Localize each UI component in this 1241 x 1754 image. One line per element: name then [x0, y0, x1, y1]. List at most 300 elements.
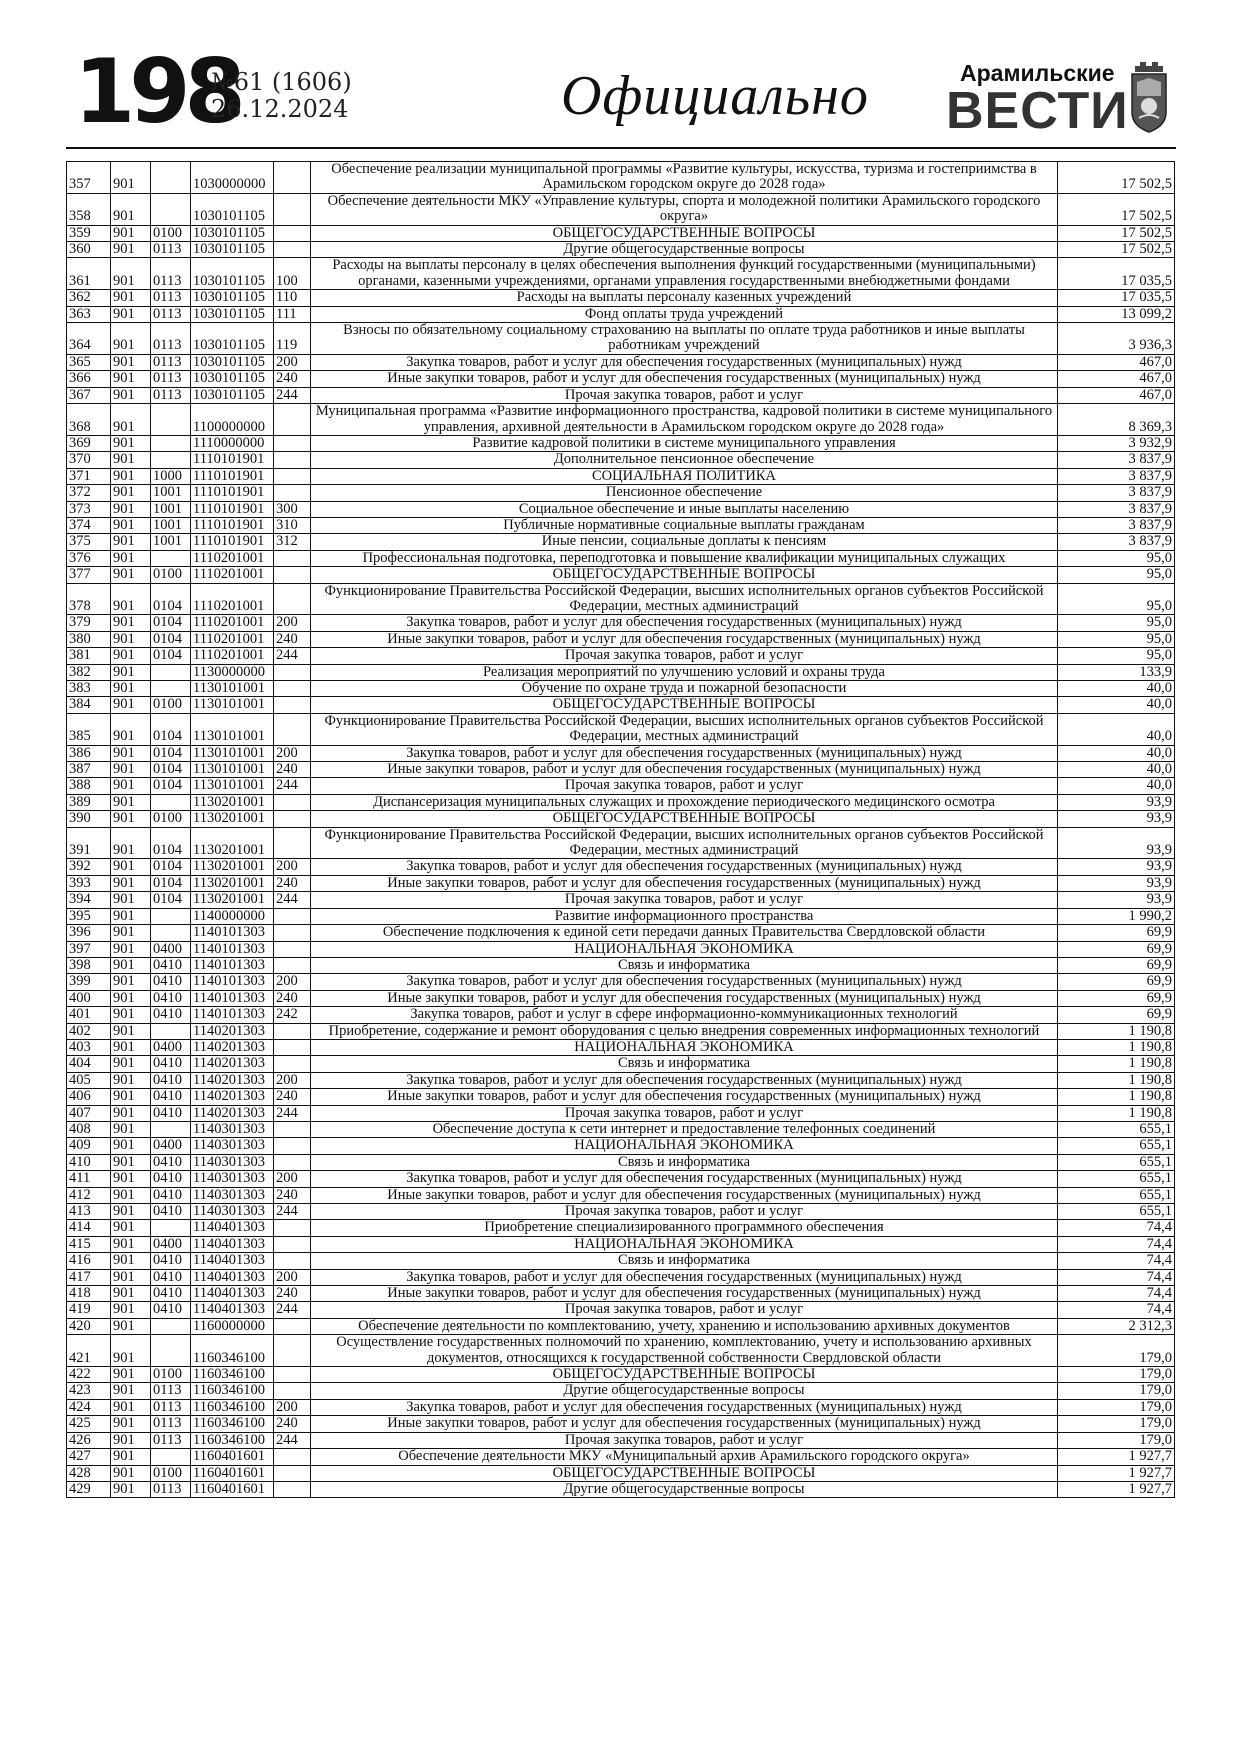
- item-name: Обеспечение деятельности МКУ «Управление культуры, спорта и молодежной политики Арамильского городского округа»: [311, 193, 1058, 225]
- expense-type: [274, 1481, 311, 1497]
- department-code: 901: [111, 1023, 151, 1039]
- amount: 1 190,8: [1058, 1039, 1175, 1055]
- table-row: [67, 534, 1175, 550]
- department-code: 901: [111, 697, 151, 713]
- amount: 95,0: [1058, 550, 1175, 566]
- row-number: 407: [67, 1105, 111, 1121]
- amount: 655,1: [1058, 1171, 1175, 1187]
- item-name: Иные закупки товаров, работ и услуг для обеспечения государственных (муниципальных) нужд: [311, 1286, 1058, 1302]
- item-name: Закупка товаров, работ и услуг для обеспечения государственных (муниципальных) нужд: [311, 1171, 1058, 1187]
- item-name: Обучение по охране труда и пожарной безопасности: [311, 681, 1058, 697]
- amount: 179,0: [1058, 1367, 1175, 1383]
- row-number: 376: [67, 550, 111, 566]
- amount: 3 837,9: [1058, 452, 1175, 468]
- amount: 655,1: [1058, 1121, 1175, 1137]
- section-code: 0113: [151, 242, 191, 258]
- table-row: [67, 485, 1175, 501]
- item-name: Закупка товаров, работ и услуг для обеспечения государственных (муниципальных) нужд: [311, 1269, 1058, 1285]
- expense-type: 100: [274, 258, 311, 290]
- table-row: [67, 1039, 1175, 1055]
- department-code: 901: [111, 290, 151, 306]
- section-code: [151, 1121, 191, 1137]
- section-code: 0400: [151, 941, 191, 957]
- amount: 74,4: [1058, 1286, 1175, 1302]
- table-row: [67, 387, 1175, 403]
- target-article: 1130000000: [191, 664, 274, 680]
- department-code: 901: [111, 631, 151, 647]
- row-number: 405: [67, 1072, 111, 1088]
- section-code: 0104: [151, 778, 191, 794]
- expense-type: [274, 242, 311, 258]
- table-row: [67, 1399, 1175, 1415]
- target-article: 1130101001: [191, 697, 274, 713]
- target-article: 1030101105: [191, 225, 274, 241]
- row-number: 410: [67, 1154, 111, 1170]
- page-number: 198: [74, 40, 240, 143]
- table-row: [67, 404, 1175, 436]
- row-number: 390: [67, 811, 111, 827]
- expense-type: 200: [274, 859, 311, 875]
- item-name: Другие общегосударственные вопросы: [311, 242, 1058, 258]
- target-article: 1110201001: [191, 583, 274, 615]
- amount: 74,4: [1058, 1253, 1175, 1269]
- row-number: 397: [67, 941, 111, 957]
- section-code: 0410: [151, 1269, 191, 1285]
- target-article: 1030101105: [191, 258, 274, 290]
- section-code: 0410: [151, 1007, 191, 1023]
- target-article: 1030101105: [191, 323, 274, 355]
- amount: 655,1: [1058, 1154, 1175, 1170]
- department-code: 901: [111, 306, 151, 322]
- section-code: 0410: [151, 1154, 191, 1170]
- item-name: Закупка товаров, работ и услуг для обеспечения государственных (муниципальных) нужд: [311, 354, 1058, 370]
- department-code: 901: [111, 1335, 151, 1367]
- target-article: 1160346100: [191, 1367, 274, 1383]
- department-code: 901: [111, 1072, 151, 1088]
- section-code: 0410: [151, 1253, 191, 1269]
- table-row: [67, 908, 1175, 924]
- table-row: [67, 1286, 1175, 1302]
- target-article: 1100000000: [191, 404, 274, 436]
- target-article: 1140301303: [191, 1204, 274, 1220]
- table-row: [67, 258, 1175, 290]
- amount: 95,0: [1058, 648, 1175, 664]
- table-row: [67, 1236, 1175, 1252]
- budget-table-body: [67, 162, 1175, 1498]
- table-row: [67, 827, 1175, 859]
- row-number: 372: [67, 485, 111, 501]
- amount: 3 837,9: [1058, 517, 1175, 533]
- section-code: 0104: [151, 892, 191, 908]
- table-row: [67, 1383, 1175, 1399]
- table-row: [67, 778, 1175, 794]
- amount: 69,9: [1058, 941, 1175, 957]
- target-article: 1160346100: [191, 1335, 274, 1367]
- amount: 2 312,3: [1058, 1318, 1175, 1334]
- item-name: Взносы по обязательному социальному страхованию на выплаты по оплате труда работников и иные выплаты работникам учреждений: [311, 323, 1058, 355]
- amount: 3 932,9: [1058, 435, 1175, 451]
- target-article: 1130101001: [191, 713, 274, 745]
- masthead-title: ВЕСТИ: [946, 82, 1129, 140]
- amount: 17 035,5: [1058, 258, 1175, 290]
- section-code: 1001: [151, 517, 191, 533]
- section-code: [151, 1023, 191, 1039]
- row-number: 359: [67, 225, 111, 241]
- target-article: 1030101105: [191, 242, 274, 258]
- item-name: Иные закупки товаров, работ и услуг для обеспечения государственных (муниципальных) нужд: [311, 1187, 1058, 1203]
- expense-type: [274, 435, 311, 451]
- table-row: [67, 242, 1175, 258]
- expense-type: 200: [274, 615, 311, 631]
- expense-type: [274, 567, 311, 583]
- row-number: 420: [67, 1318, 111, 1334]
- section-code: [151, 404, 191, 436]
- section-code: 0400: [151, 1039, 191, 1055]
- item-name: Закупка товаров, работ и услуг для обеспечения государственных (муниципальных) нужд: [311, 974, 1058, 990]
- department-code: 901: [111, 1432, 151, 1448]
- section-code: 0410: [151, 1187, 191, 1203]
- item-name: Расходы на выплаты персоналу казенных учреждений: [311, 290, 1058, 306]
- row-number: 380: [67, 631, 111, 647]
- row-number: 417: [67, 1269, 111, 1285]
- department-code: 901: [111, 875, 151, 891]
- department-code: 901: [111, 468, 151, 484]
- department-code: 901: [111, 1204, 151, 1220]
- item-name: Публичные нормативные социальные выплаты гражданам: [311, 517, 1058, 533]
- amount: 17 035,5: [1058, 290, 1175, 306]
- expense-type: 200: [274, 1399, 311, 1415]
- department-code: 901: [111, 1383, 151, 1399]
- item-name: Обеспечение деятельности МКУ «Муниципальный архив Арамильского городского округа»: [311, 1449, 1058, 1465]
- section-code: 0400: [151, 1236, 191, 1252]
- department-code: 901: [111, 1171, 151, 1187]
- table-row: [67, 517, 1175, 533]
- expense-type: [274, 957, 311, 973]
- masthead: [946, 60, 1129, 140]
- department-code: 901: [111, 713, 151, 745]
- item-name: НАЦИОНАЛЬНАЯ ЭКОНОМИКА: [311, 1236, 1058, 1252]
- amount: 1 190,8: [1058, 1105, 1175, 1121]
- department-code: 901: [111, 1187, 151, 1203]
- target-article: 1110101901: [191, 501, 274, 517]
- table-row: [67, 1481, 1175, 1497]
- amount: 93,9: [1058, 827, 1175, 859]
- row-number: 385: [67, 713, 111, 745]
- item-name: Закупка товаров, работ и услуг для обеспечения государственных (муниципальных) нужд: [311, 1072, 1058, 1088]
- amount: 17 502,5: [1058, 193, 1175, 225]
- section-code: 0104: [151, 762, 191, 778]
- amount: 1 190,8: [1058, 1089, 1175, 1105]
- amount: 179,0: [1058, 1416, 1175, 1432]
- item-name: Развитие информационного пространства: [311, 908, 1058, 924]
- row-number: 396: [67, 925, 111, 941]
- target-article: 1110101901: [191, 485, 274, 501]
- section-code: 0104: [151, 827, 191, 859]
- row-number: 401: [67, 1007, 111, 1023]
- target-article: 1140201303: [191, 1023, 274, 1039]
- section-code: 0113: [151, 1416, 191, 1432]
- table-row: [67, 631, 1175, 647]
- table-row: [67, 1154, 1175, 1170]
- section-code: [151, 1220, 191, 1236]
- expense-type: 240: [274, 1089, 311, 1105]
- coat-of-arms-icon: [1129, 60, 1169, 134]
- amount: 1 927,7: [1058, 1481, 1175, 1497]
- department-code: 901: [111, 908, 151, 924]
- section-code: [151, 681, 191, 697]
- table-row: [67, 452, 1175, 468]
- target-article: 1140401303: [191, 1220, 274, 1236]
- table-row: [67, 697, 1175, 713]
- target-article: 1160401601: [191, 1481, 274, 1497]
- item-name: Связь и информатика: [311, 1154, 1058, 1170]
- table-row: [67, 1204, 1175, 1220]
- table-row: [67, 1432, 1175, 1448]
- row-number: 398: [67, 957, 111, 973]
- target-article: 1140401303: [191, 1302, 274, 1318]
- department-code: 901: [111, 1236, 151, 1252]
- amount: 95,0: [1058, 583, 1175, 615]
- row-number: 406: [67, 1089, 111, 1105]
- target-article: 1140401303: [191, 1286, 274, 1302]
- expense-type: [274, 1253, 311, 1269]
- expense-type: [274, 908, 311, 924]
- row-number: 358: [67, 193, 111, 225]
- table-row: [67, 1367, 1175, 1383]
- amount: 179,0: [1058, 1432, 1175, 1448]
- target-article: 1030101105: [191, 354, 274, 370]
- item-name: Развитие кадровой политики в системе муниципального управления: [311, 435, 1058, 451]
- item-name: НАЦИОНАЛЬНАЯ ЭКОНОМИКА: [311, 1138, 1058, 1154]
- issue-number: №61 (1606): [211, 68, 352, 96]
- target-article: 1160346100: [191, 1399, 274, 1415]
- table-row: [67, 193, 1175, 225]
- item-name: Обеспечение подключения к единой сети передачи данных Правительства Свердловской области: [311, 925, 1058, 941]
- department-code: 901: [111, 681, 151, 697]
- table-row: [67, 306, 1175, 322]
- section-code: 0100: [151, 225, 191, 241]
- table-row: [67, 990, 1175, 1006]
- expense-type: 244: [274, 892, 311, 908]
- expense-type: 200: [274, 745, 311, 761]
- department-code: 901: [111, 859, 151, 875]
- target-article: 1140301303: [191, 1121, 274, 1137]
- section-code: 0113: [151, 354, 191, 370]
- table-row: [67, 762, 1175, 778]
- amount: 69,9: [1058, 990, 1175, 1006]
- expense-type: 244: [274, 1204, 311, 1220]
- expense-type: 240: [274, 875, 311, 891]
- section-code: [151, 193, 191, 225]
- department-code: 901: [111, 1302, 151, 1318]
- table-row: [67, 1416, 1175, 1432]
- amount: 179,0: [1058, 1383, 1175, 1399]
- table-row: [67, 1089, 1175, 1105]
- table-row: [67, 501, 1175, 517]
- amount: 69,9: [1058, 925, 1175, 941]
- expense-type: [274, 1023, 311, 1039]
- row-number: 387: [67, 762, 111, 778]
- target-article: 1110201001: [191, 550, 274, 566]
- amount: 40,0: [1058, 713, 1175, 745]
- item-name: Связь и информатика: [311, 1253, 1058, 1269]
- department-code: 901: [111, 1269, 151, 1285]
- item-name: НАЦИОНАЛЬНАЯ ЭКОНОМИКА: [311, 1039, 1058, 1055]
- amount: 133,9: [1058, 664, 1175, 680]
- expense-type: [274, 452, 311, 468]
- expense-type: 244: [274, 1302, 311, 1318]
- section-code: 0104: [151, 859, 191, 875]
- target-article: 1130201001: [191, 892, 274, 908]
- row-number: 414: [67, 1220, 111, 1236]
- table-row: [67, 550, 1175, 566]
- table-row: [67, 1023, 1175, 1039]
- amount: 3 837,9: [1058, 534, 1175, 550]
- table-row: [67, 1056, 1175, 1072]
- table-row: [67, 567, 1175, 583]
- target-article: 1030101105: [191, 193, 274, 225]
- expense-type: [274, 1154, 311, 1170]
- expense-type: [274, 1383, 311, 1399]
- section-code: 0113: [151, 1399, 191, 1415]
- row-number: 416: [67, 1253, 111, 1269]
- amount: 40,0: [1058, 778, 1175, 794]
- expense-type: [274, 162, 311, 194]
- amount: 655,1: [1058, 1138, 1175, 1154]
- row-number: 384: [67, 697, 111, 713]
- target-article: 1110101901: [191, 452, 274, 468]
- amount: 467,0: [1058, 371, 1175, 387]
- row-number: 371: [67, 468, 111, 484]
- section-code: 0113: [151, 290, 191, 306]
- item-name: Закупка товаров, работ и услуг для обеспечения государственных (муниципальных) нужд: [311, 1399, 1058, 1415]
- table-row: [67, 354, 1175, 370]
- row-number: 357: [67, 162, 111, 194]
- section-code: 0410: [151, 1204, 191, 1220]
- amount: 1 190,8: [1058, 1023, 1175, 1039]
- expense-type: [274, 1138, 311, 1154]
- section-code: 0104: [151, 875, 191, 891]
- table-row: [67, 811, 1175, 827]
- item-name: Прочая закупка товаров, работ и услуг: [311, 1302, 1058, 1318]
- section-title: Официально: [561, 65, 869, 127]
- department-code: 901: [111, 242, 151, 258]
- target-article: 1110201001: [191, 567, 274, 583]
- row-number: 411: [67, 1171, 111, 1187]
- amount: 40,0: [1058, 697, 1175, 713]
- target-article: 1110000000: [191, 435, 274, 451]
- department-code: 901: [111, 648, 151, 664]
- table-row: [67, 323, 1175, 355]
- row-number: 408: [67, 1121, 111, 1137]
- amount: 1 927,7: [1058, 1465, 1175, 1481]
- item-name: Муниципальная программа «Развитие информационного пространства, кадровой политики в системе муниципального управления, архивной деятельности в Арамильском городском округе до 2028 года»: [311, 404, 1058, 436]
- department-code: 901: [111, 762, 151, 778]
- department-code: 901: [111, 1465, 151, 1481]
- row-number: 393: [67, 875, 111, 891]
- amount: 3 837,9: [1058, 501, 1175, 517]
- expense-type: [274, 1449, 311, 1465]
- department-code: 901: [111, 794, 151, 810]
- expense-type: 240: [274, 990, 311, 1006]
- item-name: ОБЩЕГОСУДАРСТВЕННЫЕ ВОПРОСЫ: [311, 1367, 1058, 1383]
- amount: 179,0: [1058, 1335, 1175, 1367]
- department-code: 901: [111, 354, 151, 370]
- amount: 8 369,3: [1058, 404, 1175, 436]
- item-name: Закупка товаров, работ и услуг для обеспечения государственных (муниципальных) нужд: [311, 615, 1058, 631]
- row-number: 400: [67, 990, 111, 1006]
- item-name: ОБЩЕГОСУДАРСТВЕННЫЕ ВОПРОСЫ: [311, 697, 1058, 713]
- table-row: [67, 681, 1175, 697]
- row-number: 429: [67, 1481, 111, 1497]
- department-code: 901: [111, 534, 151, 550]
- table-row: [67, 290, 1175, 306]
- table-row: [67, 1253, 1175, 1269]
- amount: 655,1: [1058, 1187, 1175, 1203]
- section-code: 0113: [151, 323, 191, 355]
- expense-type: [274, 1121, 311, 1137]
- row-number: 365: [67, 354, 111, 370]
- amount: 93,9: [1058, 811, 1175, 827]
- item-name: Закупка товаров, работ и услуг для обеспечения государственных (муниципальных) нужд: [311, 745, 1058, 761]
- row-number: 415: [67, 1236, 111, 1252]
- item-name: Иные закупки товаров, работ и услуг для обеспечения государственных (муниципальных) нужд: [311, 371, 1058, 387]
- target-article: 1110101901: [191, 468, 274, 484]
- item-name: Прочая закупка товаров, работ и услуг: [311, 387, 1058, 403]
- department-code: 901: [111, 1121, 151, 1137]
- department-code: 901: [111, 550, 151, 566]
- target-article: 1140401303: [191, 1269, 274, 1285]
- target-article: 1140201303: [191, 1072, 274, 1088]
- target-article: 1140401303: [191, 1236, 274, 1252]
- expense-type: 244: [274, 1105, 311, 1121]
- section-code: 1001: [151, 501, 191, 517]
- target-article: 1160000000: [191, 1318, 274, 1334]
- item-name: Прочая закупка товаров, работ и услуг: [311, 648, 1058, 664]
- row-number: 369: [67, 435, 111, 451]
- section-code: [151, 1449, 191, 1465]
- department-code: 901: [111, 1416, 151, 1432]
- expense-type: [274, 550, 311, 566]
- expense-type: 244: [274, 778, 311, 794]
- target-article: 1140401303: [191, 1253, 274, 1269]
- department-code: 901: [111, 615, 151, 631]
- table-row: [67, 468, 1175, 484]
- table-row: [67, 941, 1175, 957]
- row-number: 374: [67, 517, 111, 533]
- department-code: 901: [111, 745, 151, 761]
- amount: 95,0: [1058, 567, 1175, 583]
- section-code: 0410: [151, 1302, 191, 1318]
- row-number: 378: [67, 583, 111, 615]
- section-code: 0104: [151, 631, 191, 647]
- target-article: 1140101303: [191, 990, 274, 1006]
- item-name: Диспансеризация муниципальных служащих и прохождение периодического медицинского осмотра: [311, 794, 1058, 810]
- department-code: 901: [111, 567, 151, 583]
- row-number: 404: [67, 1056, 111, 1072]
- item-name: НАЦИОНАЛЬНАЯ ЭКОНОМИКА: [311, 941, 1058, 957]
- table-row: [67, 162, 1175, 194]
- item-name: Профессиональная подготовка, переподготовка и повышение квалификации муниципальных служащих: [311, 550, 1058, 566]
- expense-type: [274, 1367, 311, 1383]
- item-name: Прочая закупка товаров, работ и услуг: [311, 892, 1058, 908]
- item-name: Иные закупки товаров, работ и услуг для обеспечения государственных (муниципальных) нужд: [311, 762, 1058, 778]
- department-code: 901: [111, 811, 151, 827]
- section-code: 0113: [151, 371, 191, 387]
- row-number: 383: [67, 681, 111, 697]
- amount: 93,9: [1058, 794, 1175, 810]
- section-code: 0100: [151, 697, 191, 713]
